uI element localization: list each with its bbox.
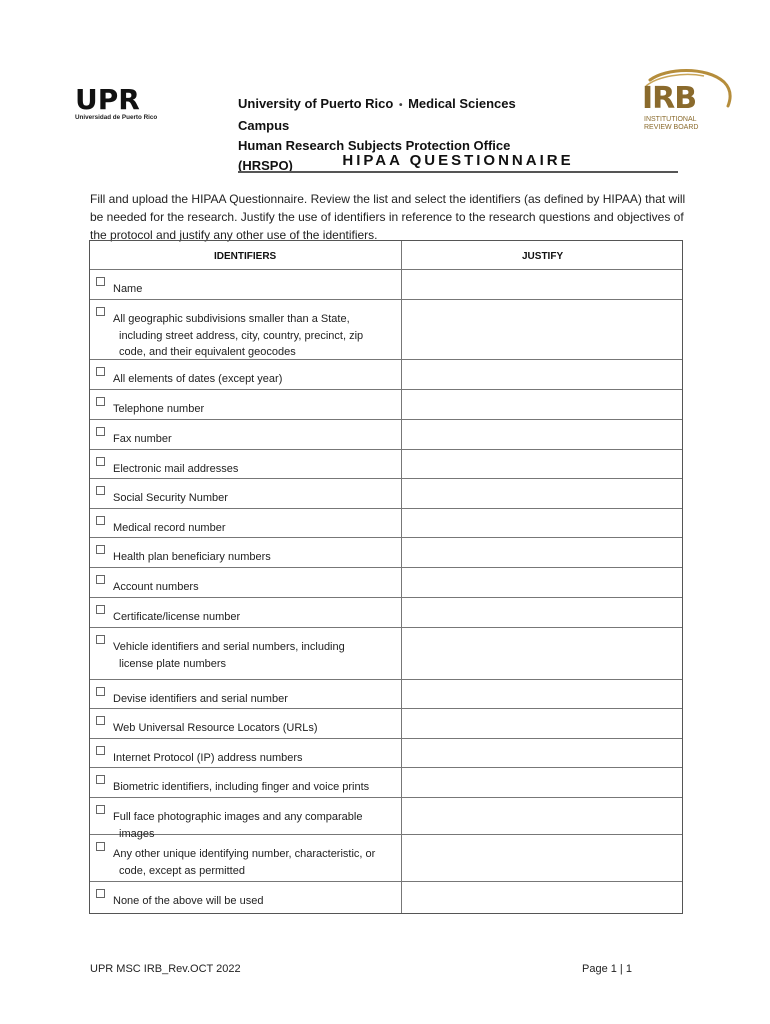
table-row xyxy=(90,767,400,797)
identifier-label xyxy=(113,401,398,418)
identifier-label xyxy=(113,281,398,298)
identifier-label-line: license plate numbers xyxy=(119,657,227,670)
table-row xyxy=(90,299,400,359)
identifier-label-line: None of the above will be used xyxy=(113,895,264,907)
justify-cell[interactable] xyxy=(403,710,680,736)
identifier-checkbox[interactable] xyxy=(96,716,105,725)
table-row xyxy=(90,389,400,419)
identifier-label xyxy=(113,461,398,478)
justify-cell[interactable] xyxy=(403,681,680,706)
identifier-checkbox[interactable] xyxy=(96,486,105,495)
campus-name: Medical Sciences Campus xyxy=(238,96,516,133)
identifiers-table xyxy=(89,240,683,914)
identifier-label-line: All geographic subdivisions smaller than a State, xyxy=(113,313,350,325)
table-row xyxy=(90,797,400,840)
justify-cell[interactable] xyxy=(403,569,680,595)
bullet-separator: • xyxy=(398,100,403,111)
identifier-label-line: Internet Protocol (IP) address numbers xyxy=(113,752,303,764)
identifier-label xyxy=(113,609,398,626)
identifier-checkbox[interactable] xyxy=(96,889,105,898)
identifier-label xyxy=(113,549,398,566)
justify-column-header: JUSTIFY xyxy=(522,251,564,262)
upr-logo xyxy=(75,83,165,121)
title-underline xyxy=(238,171,678,173)
identifier-label xyxy=(113,691,398,708)
identifier-label xyxy=(113,779,398,796)
identifier-label-line: code, and their equivalent geocodes xyxy=(119,346,296,358)
identifier-label-line: images xyxy=(119,827,155,840)
column-divider xyxy=(401,241,402,913)
identifier-label xyxy=(113,311,398,361)
irb-logo-line-1: INSTITUTIONAL xyxy=(644,116,697,123)
justify-cell[interactable] xyxy=(403,361,680,387)
upr-logo-text: UPR xyxy=(75,83,140,116)
identifier-label-line: Telephone number xyxy=(113,403,205,415)
table-row xyxy=(90,449,400,478)
identifier-label xyxy=(113,720,398,737)
identifier-label-line: Fax number xyxy=(113,433,172,445)
justify-cell[interactable] xyxy=(403,769,680,795)
identifier-label xyxy=(113,520,398,537)
table-row xyxy=(90,834,400,881)
identifier-checkbox[interactable] xyxy=(96,842,105,851)
table-row xyxy=(90,881,400,915)
identifier-label-line: Vehicle identifiers and serial numbers, including xyxy=(113,641,345,653)
table-row xyxy=(90,359,400,389)
institution-line-1 xyxy=(238,94,568,136)
table-row xyxy=(90,508,400,537)
identifier-checkbox[interactable] xyxy=(96,775,105,784)
identifier-label-line: Any other unique identifying number, characteristic, or xyxy=(113,848,376,860)
table-row xyxy=(90,708,400,738)
irb-logo xyxy=(636,66,734,138)
justify-cell[interactable] xyxy=(403,883,680,913)
identifier-label-line: Certificate/license number xyxy=(113,611,241,623)
justify-cell[interactable] xyxy=(403,629,680,677)
table-row xyxy=(90,679,400,708)
identifier-label-line: Medical record number xyxy=(113,522,226,534)
identifier-label-line: Account numbers xyxy=(113,581,199,593)
office-name: Human Research Subjects Protection Office (HRSPO) xyxy=(238,138,511,173)
footer-revision: UPR MSC IRB_Rev.OCT 2022 xyxy=(90,963,241,975)
identifier-label-line: Electronic mail addresses xyxy=(113,463,239,475)
page-title: HIPAA QUESTIONNAIRE xyxy=(342,152,574,169)
identifier-label xyxy=(113,371,398,388)
justify-cell[interactable] xyxy=(403,301,680,357)
identifier-label-line: Web Universal Resource Locators (URLs) xyxy=(113,722,318,734)
identifier-label-line: Health plan beneficiary numbers xyxy=(113,551,271,563)
identifier-label-line: code, except as permitted xyxy=(119,864,245,877)
identifier-label-line: Devise identifiers and serial number xyxy=(113,693,288,705)
footer-page-number: Page 1 | 1 xyxy=(582,963,632,975)
justify-cell[interactable] xyxy=(403,421,680,447)
identifier-label-line: Name xyxy=(113,283,143,295)
identifier-checkbox[interactable] xyxy=(96,307,105,316)
table-row xyxy=(90,269,400,299)
identifier-label-line: Biometric identifiers, including finger and voice prints xyxy=(113,781,370,793)
identifier-checkbox[interactable] xyxy=(96,367,105,376)
identifier-label xyxy=(113,846,398,879)
identifier-label xyxy=(113,893,398,910)
identifier-checkbox[interactable] xyxy=(96,397,105,406)
identifier-label xyxy=(113,750,398,767)
table-row xyxy=(90,597,400,627)
identifier-label-line: Full face photographic images and any comparable xyxy=(113,811,363,823)
justify-cell[interactable] xyxy=(403,799,680,832)
identifier-checkbox[interactable] xyxy=(96,575,105,584)
identifier-label-line: including street address, city, country, precinct, zip xyxy=(119,329,364,342)
identifier-label xyxy=(113,579,398,596)
identifier-label-line: All elements of dates (except year) xyxy=(113,373,283,385)
identifier-checkbox[interactable] xyxy=(96,635,105,644)
identifier-label-line: Social Security Number xyxy=(113,492,228,504)
irb-logo-letters: IRB xyxy=(642,81,697,116)
table-row xyxy=(90,419,400,449)
justify-cell[interactable] xyxy=(403,451,680,476)
justify-cell[interactable] xyxy=(403,480,680,506)
table-row xyxy=(90,627,400,679)
irb-logo-line-2: REVIEW BOARD xyxy=(644,124,699,131)
identifier-label xyxy=(113,639,398,672)
identifier-checkbox[interactable] xyxy=(96,805,105,814)
justify-cell[interactable] xyxy=(403,836,680,879)
identifier-checkbox[interactable] xyxy=(96,457,105,466)
university-name: University of Puerto Rico xyxy=(238,96,394,111)
table-row xyxy=(90,738,400,767)
table-row xyxy=(90,478,400,508)
justify-cell[interactable] xyxy=(403,271,680,297)
identifier-checkbox[interactable] xyxy=(96,687,105,696)
identifier-checkbox[interactable] xyxy=(96,277,105,286)
identifier-label xyxy=(113,431,398,448)
table-row xyxy=(90,537,400,567)
identifier-checkbox[interactable] xyxy=(96,516,105,525)
identifiers-column-header: IDENTIFIERS xyxy=(214,251,277,262)
identifier-checkbox[interactable] xyxy=(96,605,105,614)
table-row xyxy=(90,567,400,597)
justify-cell[interactable] xyxy=(403,539,680,565)
identifier-checkbox[interactable] xyxy=(96,427,105,436)
justify-cell[interactable] xyxy=(403,510,680,535)
intro-paragraph: Fill and upload the HIPAA Questionnaire. Review the list and select the identifiers (as defined by HIPAA) that will be needed for the research. Justify the use of identifiers in reference to the research questions and objectives of the protocol and justify any other use of the identifiers. xyxy=(90,192,686,242)
identifier-checkbox[interactable] xyxy=(96,545,105,554)
identifier-label xyxy=(113,490,398,507)
justify-cell[interactable] xyxy=(403,391,680,417)
justify-cell[interactable] xyxy=(403,599,680,625)
justify-cell[interactable] xyxy=(403,740,680,765)
identifier-checkbox[interactable] xyxy=(96,746,105,755)
upr-logo-subtitle: Universidad de Puerto Rico xyxy=(75,114,158,121)
